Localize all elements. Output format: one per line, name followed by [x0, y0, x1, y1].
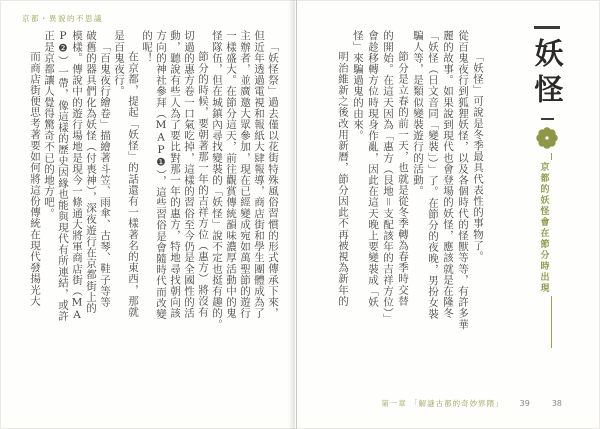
- flower-ornament-icon: [536, 127, 558, 149]
- text-column: 怪」來騙過鬼的由來。: [352, 30, 364, 141]
- text-column: 一樣盛大。在節分這天，前往觀賞傳統韻味濃厚活動中的鬼: [225, 30, 237, 319]
- page-number-left: 39: [519, 399, 530, 408]
- chapter-title: 妖怪: [530, 38, 565, 110]
- text-column: 「百鬼夜行繪卷」描繪著斗笠、雨傘、古琴、鞋子等等: [99, 40, 111, 307]
- footer: [381, 398, 562, 409]
- subtitle-rule-bottom: [551, 296, 552, 348]
- page-number-right: 38: [551, 399, 562, 408]
- right-page-text: [334, 30, 485, 348]
- subtitle-block: [538, 153, 554, 348]
- text-column: P❷）一帶，像這樣的歷史因緣也能與現代有所連結，或許: [57, 30, 69, 322]
- text-column: 從百鬼夜行到狐狸妖怪，以及各個時代的怪獸等等，有許多華: [457, 30, 469, 330]
- text-column: 的開始。在這天因為「惠方（艮地＝支配該年的吉祥方位）」: [382, 30, 394, 325]
- text-column: 在京都，提起「妖怪」的話還有一樣著名的東西，那就: [127, 51, 139, 318]
- footer-chapter-label: 第一章 「解謎古都的奇妙界隈」: [381, 399, 504, 408]
- left-page-text: [26, 30, 280, 348]
- text-column: 怪隊伍，但在城鎮內尋找變裝的「妖怪」說不定也挺有趣的。: [211, 30, 223, 330]
- page-gutter-line: [296, 0, 297, 429]
- text-column: 麗的故事。如果說到現代也會登場的妖怪，應該就是在隆冬: [442, 30, 454, 319]
- running-header: 京都・異貌的不思議: [22, 14, 103, 23]
- text-column: 節分的時候，要朝著那一年的吉祥方位（惠方）將沒有: [197, 51, 209, 318]
- text-column: 騙人等，是類似變裝遊行的活動。: [412, 30, 424, 197]
- text-column: 會趁移轉方位時現身作亂，因此在這天晚上要變裝成「妖: [367, 30, 379, 308]
- chapter-subtitle: 京都的妖怪會在節分時出現: [538, 162, 549, 294]
- text-column: 明治維新之後改用新曆，節分因此不再被視為新年的: [337, 51, 349, 307]
- text-column: 「妖怪（日文音同「變裝」）」了。在節分的夜晚，男扮女裝: [427, 30, 439, 320]
- text-column: 是百鬼夜行。: [113, 30, 125, 97]
- text-column: 正是京都讓人覺得驚奇不已的地方吧。: [43, 30, 55, 219]
- text-column: 動，聽說有些人為了要比對那一年的惠方，特地尋找朝向該: [169, 30, 181, 319]
- text-column: 「妖怪祭」過去僅以花街特殊風俗習慣的形式傳承下來，: [267, 40, 279, 318]
- text-column: 節分是立春的前一天，也就是從冬季轉為春季時交替: [397, 51, 409, 307]
- text-column: 破舊的器具們化為妖怪（付喪神），深夜遊行在京都街上的: [85, 30, 97, 314]
- text-column: 而商店街便思考著要如何將這份傳統在現代發揚光大: [29, 51, 41, 307]
- title-rule-top: [534, 26, 560, 29]
- text-column: 「妖怪」可說是冬季最具代表性的事物了。: [472, 51, 484, 262]
- text-column: 模樣。傳說中的遊行場地是現今一條通大將軍商店街（MA: [71, 30, 83, 322]
- text-column: 切過的惠方卷一口氣吃掉，這樣的習俗至今仍是全國性的活: [183, 30, 195, 319]
- subtitle-rule-top: [551, 153, 552, 160]
- page-gutter-shadow: [288, 0, 300, 429]
- title-rule-mid: [541, 118, 554, 120]
- text-column: 主辦者，並廣邀大眾參加，現在已經變成宛如萬聖節的遊行: [239, 30, 251, 319]
- text-column: 但近年透過電視和報紙大肆報導，商店街和學生團體成為了: [253, 30, 265, 319]
- text-column: 的呢！: [141, 30, 153, 64]
- chapter-opener: [526, 26, 568, 348]
- text-column: 方向的神社參拜（MAP❶），這些習俗是會隨時代而改變: [155, 30, 167, 320]
